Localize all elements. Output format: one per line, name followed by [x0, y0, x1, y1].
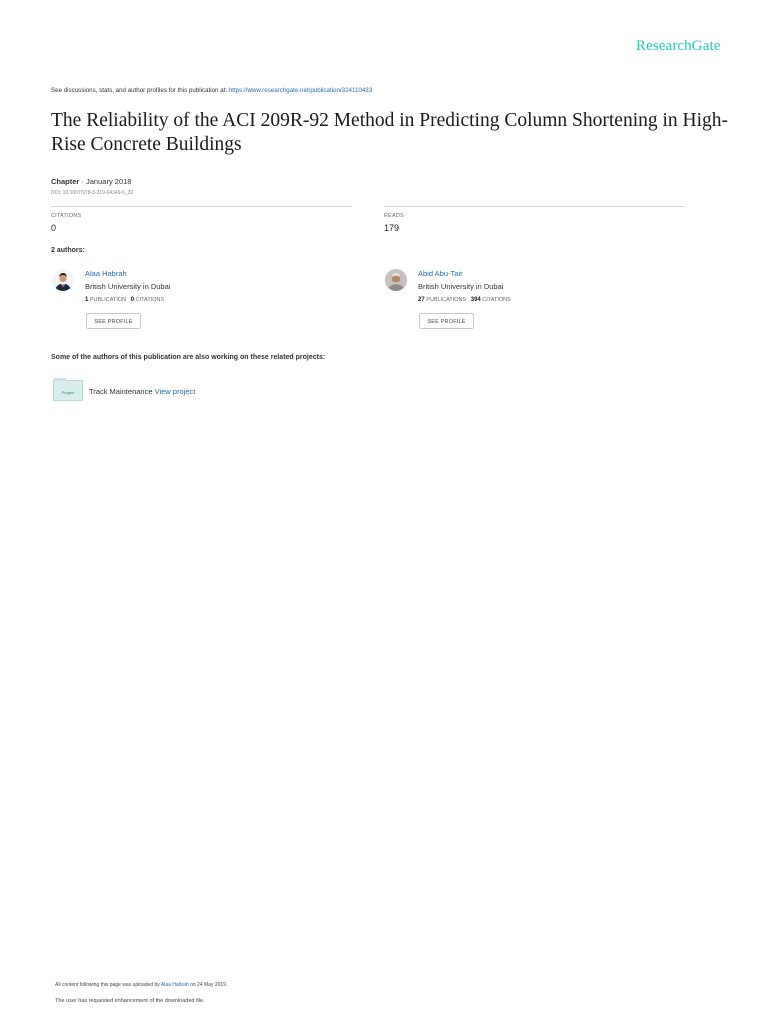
author-1-citations-count: 0 — [130, 297, 135, 303]
authors-heading: 2 authors: — [51, 247, 85, 254]
author-2-stats — [418, 297, 511, 303]
project-icon-label: Project — [61, 390, 75, 395]
author-1-avatar[interactable] — [52, 269, 74, 291]
author-2-see-profile-button[interactable]: SEE PROFILE — [419, 313, 474, 329]
project-folder-icon[interactable] — [53, 380, 83, 401]
publication-type: Chapter — [51, 177, 80, 186]
citations-divider — [51, 206, 351, 207]
related-projects-heading: Some of the authors of this publication are also working on these related projects: — [51, 354, 326, 361]
author-1-see-profile-button[interactable]: SEE PROFILE — [86, 313, 141, 329]
discussion-line — [51, 87, 372, 94]
publication-meta — [51, 177, 131, 186]
person-photo-icon — [385, 269, 407, 291]
upload-suffix: on 24 May 2019. — [188, 982, 228, 988]
enhancement-note: The user has requested enhancement of the downloaded file. — [55, 998, 205, 1004]
author-2-name[interactable]: Abid Abu-Tair — [418, 269, 463, 278]
publication-url-link[interactable]: https://www.researchgate.net/publication/324110433 — [228, 87, 373, 94]
author-2-avatar[interactable] — [385, 269, 407, 291]
citations-label: CITATIONS — [51, 213, 82, 219]
project-item — [89, 387, 195, 396]
publication-date: · January 2018 — [79, 177, 132, 186]
author-1-institution: British University in Dubai — [85, 282, 171, 291]
author-2-citations-count: 394 — [470, 297, 481, 303]
publication-title: The Reliability of the ACI 209R-92 Method in Predicting Column Shortening in High-Rise Concrete Buildings — [51, 110, 729, 155]
person-photo-icon — [52, 269, 74, 291]
publication-doi: DOI: 10.1007/978-3-319-64349-6_32 — [51, 190, 134, 196]
researchgate-logo[interactable]: ResearchGate — [636, 38, 721, 54]
citations-value: 0 — [51, 223, 57, 233]
author-1-name[interactable]: Alaa Habrah — [85, 269, 127, 278]
folder-tab — [54, 378, 66, 381]
upload-prefix: All content following this page was uploaded by — [55, 982, 161, 988]
author-1-publications-label: PUBLICATION — [89, 297, 127, 303]
author-2-publications-label: PUBLICATIONS — [426, 297, 467, 303]
author-2-publications-count: 27 — [418, 297, 425, 303]
view-project-link[interactable]: View project — [154, 387, 196, 396]
author-1-stats — [85, 297, 164, 303]
author-1-citations-label: CITATIONS — [135, 297, 165, 303]
discussion-prefix: See discussions, stats, and author profiles for this publication at: — [51, 87, 229, 94]
author-1-publications-count: 1 — [85, 297, 89, 303]
reads-divider — [384, 206, 684, 207]
reads-value: 179 — [384, 223, 400, 233]
reads-label: READS — [384, 213, 404, 219]
author-2-citations-label: CITATIONS — [482, 297, 511, 303]
uploader-link[interactable]: Alaa Habrah — [160, 982, 189, 988]
project-name: Track Maintenance — [89, 387, 155, 396]
author-2-institution: British University in Dubai — [418, 282, 504, 291]
upload-note — [55, 982, 227, 988]
